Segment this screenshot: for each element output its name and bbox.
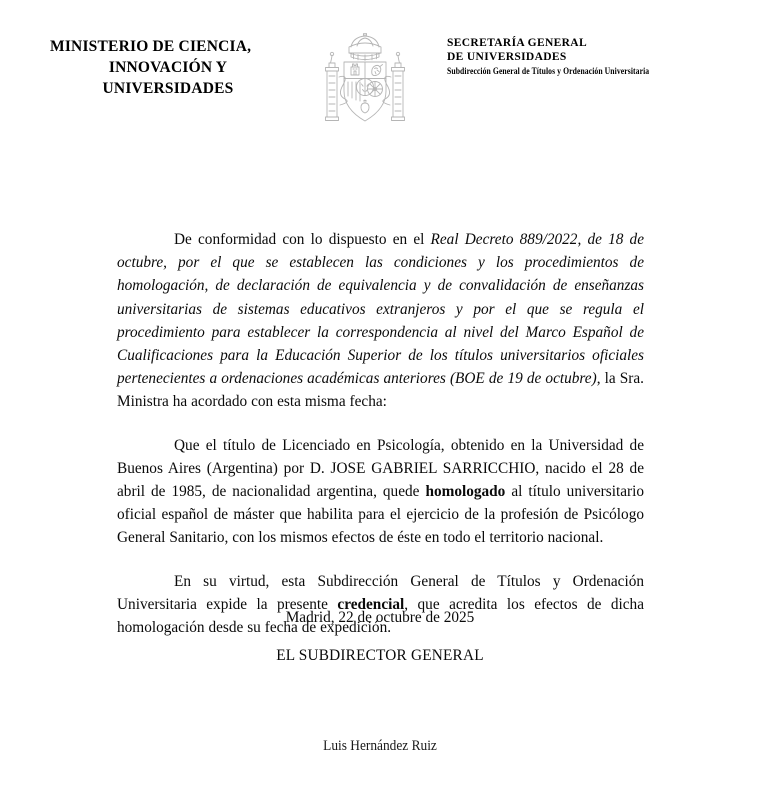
paragraph-legal-basis [117,228,644,414]
secretariat-line-2: DE UNIVERSIDADES [447,50,567,63]
p3-bold-credencial: credencial [337,595,405,613]
secretariat-heading [447,37,747,78]
p1-part1: De conformidad con lo dispuesto en el [174,231,431,248]
p1-part2: , la Sra. Ministra ha acordado con esta misma fecha: [117,370,645,411]
p3-part2: , que acredita los efectos de dicha homologación desde su fecha de expedición. [117,595,644,637]
p2-part1: Que el título de Licenciado en Psicología, obtenido en la Universidad de Buenos Aires (Argentina) por D. JOSE GABRIEL SARRICCHIO, nacido el 28 de abril de 1985, de nacionalidad argentina, quede [117,436,644,501]
ministry-line-1: MINISTERIO DE CIENCIA, [50,38,252,55]
p1-italic-decree: Real Decreto 889/2022, de 18 de octubre, por el que se establecen las condiciones y los procedimientos de homologación, de declaración de equivalencia y de convalidación de enseñanzas universitarias de sistemas educativos extranjeros y por el que se regula el procedimiento para establecer la correspondencia al nivel del Marco Español de Cualificaciones para la Educación Superior de los títulos universitarios oficiales pertenecientes a ordenaciones académicas anteriores (BOE de 19 de octubre) [117,231,644,388]
paragraph-resolution [117,434,644,550]
signature-title: EL SUBDIRECTOR GENERAL [276,647,484,664]
p2-part2: al título universitario oficial español de máster que habilita para el ejercicio de la profesión de Psicólogo General Sanitario, con los mismos efectos de éste en todo el territorio nacional. [117,483,644,547]
spanish-coat-of-arms-icon [313,33,417,133]
secretariat-subline: Subdirección General de Títulos y Ordenación Universitaria [447,65,650,77]
signature-name: Luis Hernández Ruiz [323,738,437,754]
ministry-line-3: UNIVERSIDADES [102,80,234,97]
secretariat-line-1: SECRETARÍA GENERAL [447,37,587,49]
p3-part1: En su virtud, esta Subdirección General de Títulos y Ordenación Universitaria expide la presente [117,572,644,613]
p2-bold-homologado: homologado [425,483,506,501]
ministry-line-2: INNOVACIÓN Y [108,59,228,76]
document-body [117,228,644,639]
document-header [0,0,760,150]
signature-date: Madrid, 22 de octubre de 2025 [285,609,475,626]
ministry-heading [48,36,288,99]
